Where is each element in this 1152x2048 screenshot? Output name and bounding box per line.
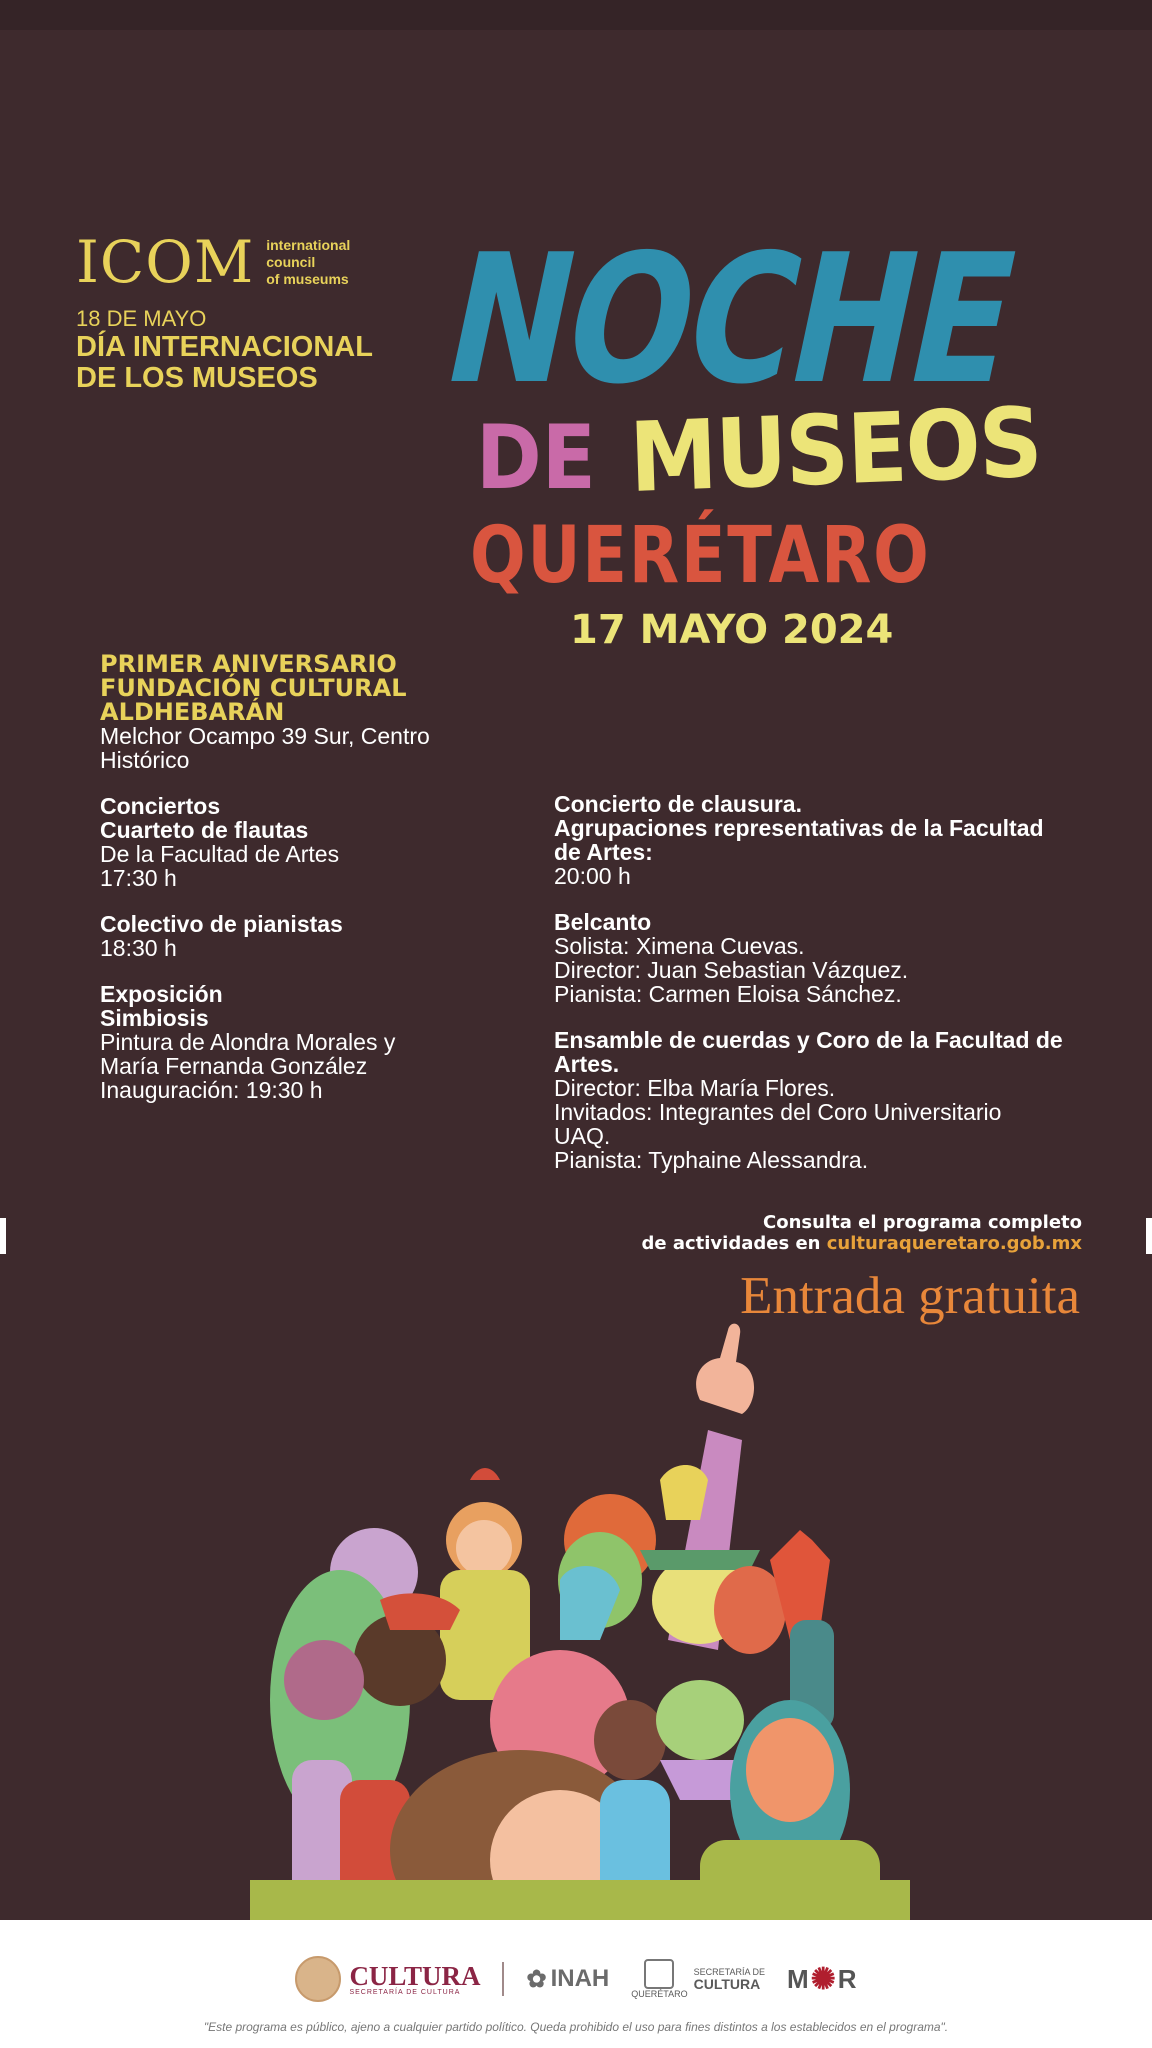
brown-face: [594, 1700, 666, 1780]
consulta-prefix: de actividades en: [641, 1233, 827, 1254]
belcanto-line: Solista: Ximena Cuevas.: [554, 933, 805, 959]
cultura-subtitle: SECRETARÍA DE CULTURA: [349, 1988, 461, 1996]
consulta-line1: Consulta el programa completo: [763, 1212, 1082, 1233]
qro-secretaria: SECRETARÍA DE: [693, 1967, 765, 1977]
mexico-seal-icon: [295, 1956, 341, 2002]
clausura-time: 20:00 h: [554, 863, 631, 889]
legal-disclaimer: "Este programa es público, ajeno a cualquier partido político. Queda prohibido el uso para fines distintos a los establecidos en el programa".: [203, 2020, 949, 2034]
green-hat: [640, 1550, 760, 1570]
pianistas-time: 18:30 h: [100, 935, 177, 961]
title-noche: NOCHE: [428, 216, 1032, 423]
entrada-gratuita: Entrada gratuita: [740, 1267, 1080, 1325]
mxr-r: R: [837, 1963, 857, 1994]
address-line: Melchor Ocampo 39 Sur, Centro: [100, 723, 430, 749]
ensamble-line: Director: Elba María Flores.: [554, 1075, 836, 1101]
crowd-base: [250, 1880, 910, 1920]
clausura-sub: Agrupaciones representativas de la Facultad: [554, 815, 1044, 841]
conciertos-title: Conciertos: [100, 793, 221, 819]
belcanto-line: Director: Juan Sebastian Vázquez.: [554, 957, 909, 983]
title-queretaro: QUERÉTARO: [470, 511, 931, 601]
belcanto-title: Belcanto: [554, 909, 652, 935]
footer: [0, 1920, 1152, 2048]
logo-divider: [502, 1962, 504, 1996]
simbiosis-title: Simbiosis: [100, 1005, 209, 1031]
icom-sub-line: international: [266, 236, 351, 253]
queretaro-label: QUERÉTARO: [631, 1989, 688, 1999]
cultura-logo: [295, 1956, 480, 2002]
icom-day-line1: DÍA INTERNACIONAL: [76, 331, 373, 363]
inah-wordmark: INAH: [550, 1965, 610, 1992]
ensamble-title: Artes.: [554, 1051, 620, 1077]
ensamble-line: Invitados: Integrantes del Coro Universitario: [554, 1099, 1002, 1125]
queretaro-cultura-logo: [631, 1959, 765, 1999]
title-museos: MUSEOS: [627, 386, 1043, 514]
address-line: Histórico: [100, 747, 190, 773]
exposicion-line: Pintura de Alondra Morales y: [100, 1029, 396, 1055]
queretaro-crest-icon: [644, 1959, 674, 1989]
icom-sub-line: council: [266, 253, 316, 270]
clausura-title: Concierto de clausura.: [554, 791, 802, 817]
mxr-logo: [787, 1962, 857, 1997]
website-link[interactable]: culturaqueretaro.gob.mx: [826, 1233, 1082, 1254]
mxr-m: M: [786, 1963, 809, 1994]
ensamble-title: Ensamble de cuerdas y Coro de la Facultad de: [554, 1027, 1063, 1053]
icom-sub-line: of museums: [266, 270, 349, 287]
green-creature: [656, 1680, 744, 1760]
inauguracion-time: Inauguración: 19:30 h: [100, 1077, 323, 1103]
sponsor-logos: [0, 1956, 1152, 2002]
bird-hat: [660, 1465, 708, 1520]
inah-icon: ✿: [526, 1965, 547, 1993]
pointing-hand: [696, 1324, 754, 1414]
icom-wordmark: ICOM: [76, 228, 255, 296]
cuarteto-title: Cuarteto de flautas: [100, 817, 309, 843]
cuarteto-time: 17:30 h: [100, 865, 177, 891]
venue-line: PRIMER ANIVERSARIO: [100, 650, 397, 678]
blue-plume: [560, 1566, 620, 1640]
icom-day-line2: DE LOS MUSEOS: [76, 362, 318, 394]
flower-icon: ✺: [810, 1962, 836, 1996]
venue-line: FUNDACIÓN CULTURAL: [100, 674, 407, 702]
face: [456, 1520, 512, 1576]
ensamble-line: Pianista: Typhaine Alessandra.: [554, 1147, 869, 1173]
apple-hat: [470, 1468, 500, 1480]
orange-hair-face: [746, 1718, 834, 1822]
pianistas-title: Colectivo de pianistas: [100, 911, 343, 937]
title-de: DE: [476, 406, 596, 509]
qro-cultura: CULTURA: [693, 1976, 761, 1992]
exposicion-line: María Fernanda González: [100, 1053, 368, 1079]
raised-hand-left: [284, 1640, 364, 1720]
cuarteto-from: De la Facultad de Artes: [100, 841, 340, 867]
cultura-wordmark: CULTURA: [349, 1960, 481, 1991]
inah-logo: [526, 1965, 609, 1994]
clausura-sub: de Artes:: [554, 839, 653, 865]
ensamble-line: UAQ.: [554, 1123, 611, 1149]
event-date: 17 MAYO 2024: [570, 607, 894, 653]
exposicion-title: Exposición: [100, 981, 223, 1007]
belcanto-line: Pianista: Carmen Eloisa Sánchez.: [554, 981, 902, 1007]
icom-date: 18 DE MAYO: [76, 306, 207, 331]
venue-line: ALDHEBARÁN: [100, 698, 285, 726]
